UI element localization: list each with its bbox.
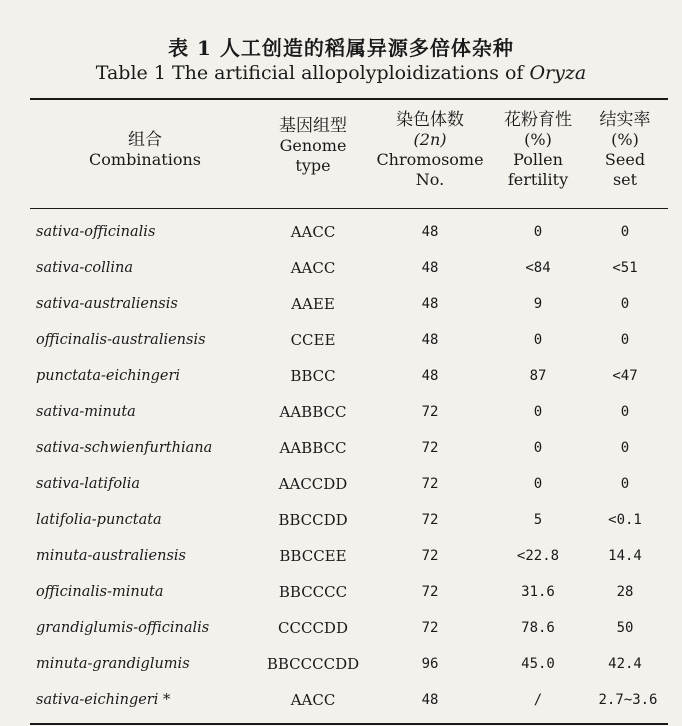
cell-combination: officinalis-australiensis	[36, 332, 206, 348]
table-row	[0, 286, 682, 322]
header-combinations-cn: 组合	[128, 130, 162, 150]
cell-combination: sativa-minuta	[36, 404, 136, 420]
table-row	[0, 250, 682, 286]
cell-pollen: <84	[525, 260, 551, 276]
header-chromosome	[366, 110, 494, 190]
cell-seed: 0	[620, 404, 630, 420]
table-row	[0, 394, 682, 430]
header-combinations-en: Combinations	[89, 150, 201, 169]
cell-combination: sativa-australiensis	[36, 296, 178, 312]
header-pollen-sym: (%)	[524, 130, 552, 149]
cell-genome: AACC	[290, 223, 336, 241]
cell-seed: 0	[620, 296, 630, 312]
cell-pollen: <22.8	[516, 548, 560, 564]
table-row	[0, 646, 682, 682]
cell-seed: 2.7~3.6	[598, 692, 658, 708]
bottom-rule	[30, 723, 668, 725]
header-combinations	[70, 130, 220, 170]
cell-genome: BBCCEE	[279, 547, 347, 565]
cell-pollen: /	[533, 692, 543, 708]
cell-seed: 42.4	[608, 656, 642, 672]
table-row	[0, 538, 682, 574]
cell-combination: minuta-australiensis	[36, 548, 186, 564]
cell-chromosome: 72	[421, 404, 439, 420]
header-seed-cn: 结实率	[599, 110, 651, 130]
cell-pollen: 31.6	[521, 584, 555, 600]
header-pollen-cn: 花粉育性	[504, 110, 572, 130]
cell-combination: punctata-eichingeri	[36, 368, 181, 384]
cell-genome: AABBCC	[279, 403, 347, 421]
cell-combination: minuta-grandiglumis	[36, 656, 190, 672]
cell-pollen: 0	[533, 440, 543, 456]
cell-combination: sativa-collina	[36, 260, 134, 276]
cell-chromosome: 48	[421, 296, 439, 312]
cell-genome: AACC	[290, 691, 336, 709]
cell-chromosome: 72	[421, 584, 439, 600]
cell-combination: sativa-latifolia	[36, 476, 141, 492]
header-genome	[258, 116, 368, 176]
header-genome-en1: Genome	[279, 136, 347, 155]
cell-pollen: 87	[529, 368, 547, 384]
cell-seed: 28	[616, 584, 634, 600]
header-seed-en1: Seed	[604, 150, 646, 169]
header-genome-en2: type	[295, 156, 331, 175]
cell-chromosome: 72	[421, 476, 439, 492]
header-seed	[586, 110, 664, 190]
cell-pollen: 0	[533, 332, 543, 348]
header-genome-cn: 基因组型	[279, 116, 347, 136]
cell-chromosome: 48	[421, 224, 439, 240]
header-chromosome-en1: Chromosome	[376, 150, 484, 169]
cell-genome: AABBCC	[279, 439, 347, 457]
cell-pollen: 0	[533, 224, 543, 240]
table-row	[0, 610, 682, 646]
cell-genome: AACCDD	[278, 475, 348, 493]
cell-chromosome: 48	[421, 692, 439, 708]
header-seed-sym: (%)	[611, 130, 639, 149]
cell-pollen: 9	[533, 296, 543, 312]
cell-chromosome: 72	[421, 440, 439, 456]
top-rule	[30, 98, 668, 100]
table-title-cn: 表 1 人工创造的稻属异源多倍体杂种	[168, 36, 514, 60]
cell-genome: BBCCDD	[278, 511, 348, 529]
header-chromosome-sym: (2n)	[413, 130, 447, 149]
cell-genome: BBCCCCDD	[266, 655, 360, 673]
cell-seed: <51	[612, 260, 638, 276]
cell-chromosome: 48	[421, 368, 439, 384]
cell-pollen: 0	[533, 404, 543, 420]
cell-combination: grandiglumis-officinalis	[36, 620, 210, 636]
table-row	[0, 574, 682, 610]
cell-chromosome: 72	[421, 620, 439, 636]
cell-seed: 0	[620, 476, 630, 492]
cell-seed: <47	[612, 368, 638, 384]
cell-genome: AACC	[290, 259, 336, 277]
table-row	[0, 214, 682, 250]
header-pollen-en2: fertility	[507, 170, 569, 189]
cell-genome: AAEE	[291, 295, 335, 313]
cell-seed: 0	[620, 224, 630, 240]
cell-seed: 0	[620, 440, 630, 456]
table-title-en	[0, 62, 682, 84]
table-row	[0, 682, 682, 718]
table-title-en-text: Table 1 The artificial allopolyploidizations of	[95, 62, 530, 84]
cell-seed: 0	[620, 332, 630, 348]
table-row	[0, 430, 682, 466]
cell-seed: 50	[616, 620, 634, 636]
table-row	[0, 358, 682, 394]
cell-combination: sativa-officinalis	[36, 224, 156, 240]
cell-chromosome: 48	[421, 260, 439, 276]
table-row	[0, 322, 682, 358]
header-rule	[30, 208, 668, 209]
cell-genome: CCEE	[290, 331, 336, 349]
cell-pollen: 78.6	[521, 620, 555, 636]
header-chromosome-en2: No.	[415, 170, 445, 189]
table-title-genus: Oryza	[529, 62, 587, 84]
header-pollen-en1: Pollen	[513, 150, 563, 169]
cell-chromosome: 72	[421, 512, 439, 528]
cell-combination: sativa-schwienfurthiana	[36, 440, 213, 456]
cell-seed: 14.4	[608, 548, 642, 564]
cell-genome: CCCCDD	[278, 619, 348, 637]
header-pollen	[490, 110, 586, 190]
header-seed-en2: set	[612, 170, 638, 189]
cell-genome: BBCCCC	[278, 583, 348, 601]
cell-combination: sativa-eichingeri *	[36, 692, 171, 708]
cell-seed: <0.1	[608, 512, 642, 528]
cell-chromosome: 72	[421, 548, 439, 564]
cell-chromosome: 48	[421, 332, 439, 348]
cell-chromosome: 96	[421, 656, 439, 672]
table-row	[0, 466, 682, 502]
cell-pollen: 5	[533, 512, 543, 528]
cell-pollen: 45.0	[521, 656, 555, 672]
cell-pollen: 0	[533, 476, 543, 492]
cell-genome: BBCC	[290, 367, 336, 385]
cell-combination: latifolia-punctata	[36, 512, 162, 528]
cell-combination: officinalis-minuta	[36, 584, 164, 600]
header-chromosome-cn: 染色体数	[396, 110, 464, 130]
table-row	[0, 502, 682, 538]
